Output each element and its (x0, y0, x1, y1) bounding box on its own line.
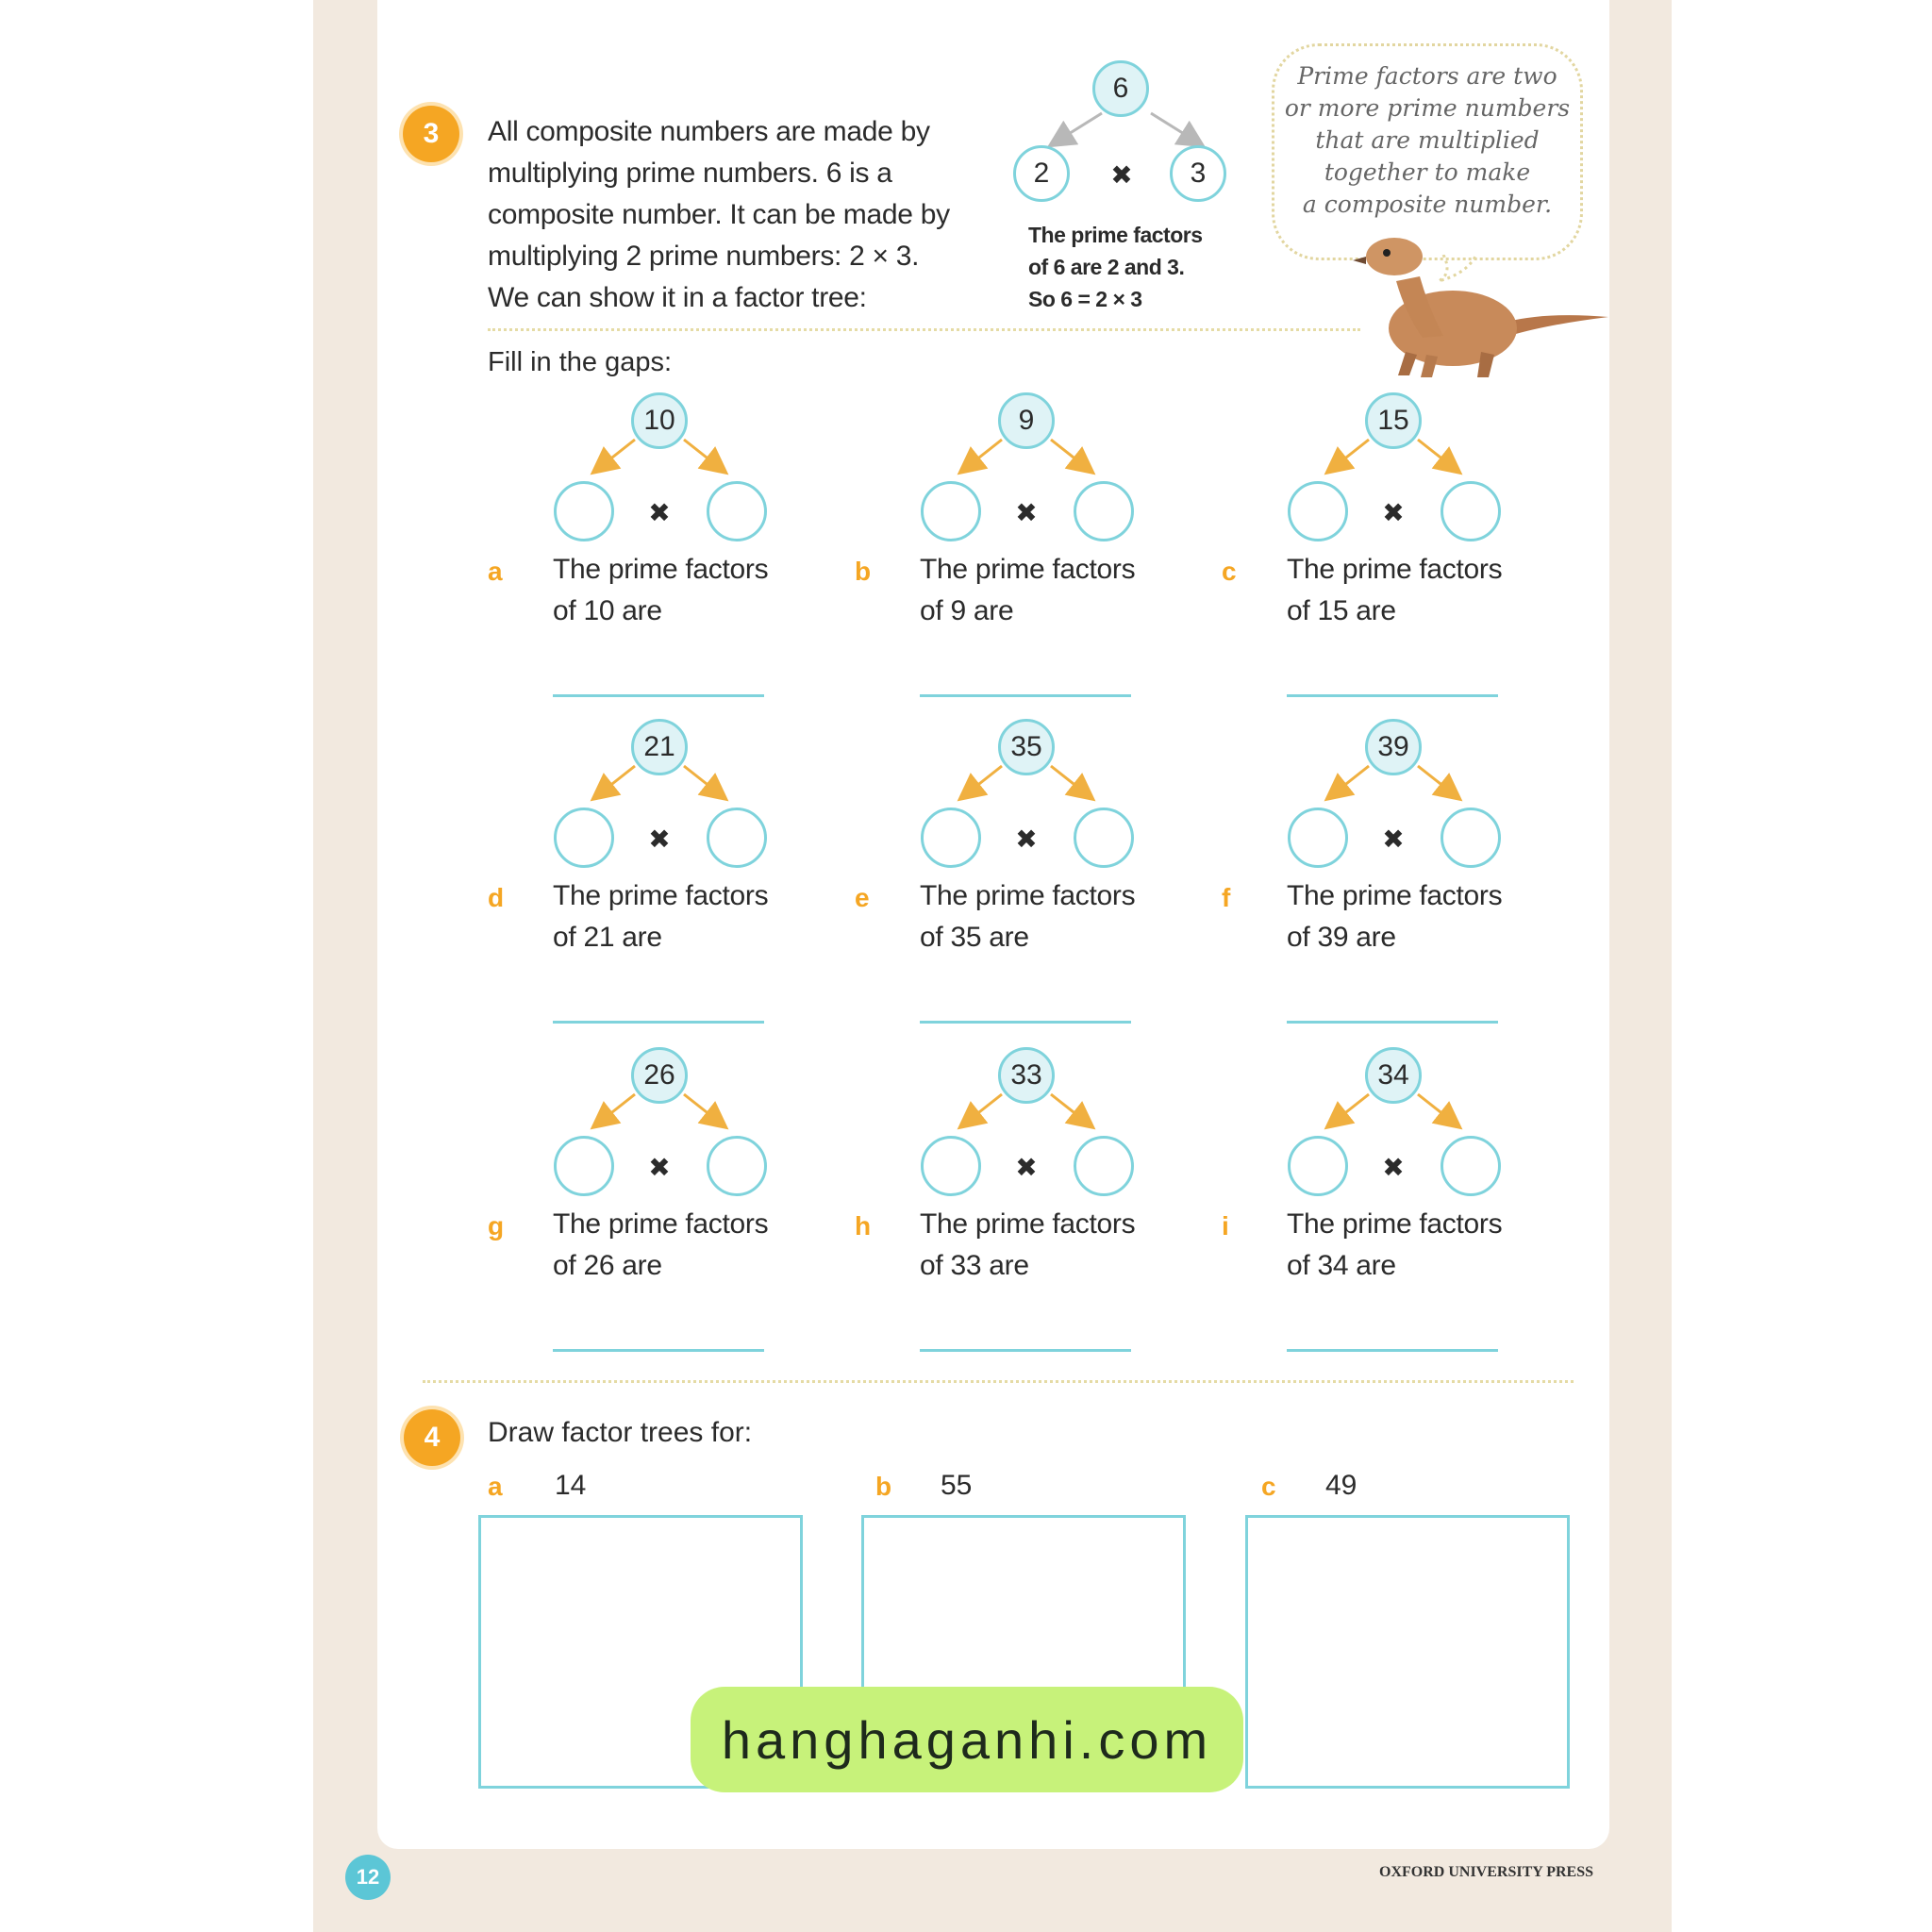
times-icon: ✖ (1015, 824, 1038, 854)
prompt-line: of 35 are (920, 922, 1029, 953)
factor-input-left[interactable] (921, 1136, 981, 1196)
answer-line[interactable] (920, 694, 1131, 697)
tip-line: that are multiplied (1315, 126, 1540, 154)
tree-top-number: 39 (1365, 719, 1422, 775)
tip-line: together to make (1324, 158, 1531, 186)
tip-line: Prime factors are two (1297, 62, 1557, 90)
prompt-line: The prime factors (1287, 1208, 1503, 1240)
factor-input-right[interactable] (1441, 1136, 1501, 1196)
times-icon: ✖ (1382, 824, 1405, 854)
item-prompt (553, 875, 768, 958)
factor-input-right[interactable] (1441, 808, 1501, 868)
caption-line: The prime factors (1028, 223, 1203, 247)
item-prompt (1287, 875, 1502, 958)
tip-text (1278, 60, 1576, 221)
draw-number: 55 (941, 1470, 973, 1501)
prompt-line: The prime factors (553, 1208, 769, 1240)
intro-line: multiplying 2 prime numbers: 2 × 3. (488, 241, 920, 272)
times-icon: ✖ (1382, 497, 1405, 527)
item-letter: a (488, 557, 503, 586)
item-letter: c (1261, 1472, 1276, 1501)
item-prompt (1287, 549, 1502, 632)
item-letter: g (488, 1211, 505, 1241)
prompt-line: of 15 are (1287, 595, 1396, 626)
caption-line: of 6 are 2 and 3. (1028, 255, 1185, 279)
item-prompt (920, 875, 1135, 958)
prompt-line: The prime factors (553, 554, 769, 585)
answer-line[interactable] (920, 1349, 1131, 1352)
example-tree-top: 6 (1092, 60, 1149, 117)
item-letter: e (855, 883, 870, 912)
tree-top-number: 35 (998, 719, 1055, 775)
prompt-line: of 21 are (553, 922, 662, 953)
prompt-line: of 39 are (1287, 922, 1396, 953)
times-icon: ✖ (648, 824, 671, 854)
factor-input-right[interactable] (1074, 808, 1134, 868)
prompt-line: of 33 are (920, 1250, 1029, 1281)
example-tree-right: 3 (1170, 145, 1226, 202)
factor-input-left[interactable] (1288, 808, 1348, 868)
answer-line[interactable] (553, 1349, 764, 1352)
watermark-banner: hanghaganhi.com (691, 1687, 1243, 1792)
answer-line[interactable] (553, 1021, 764, 1024)
publisher-logo: OXFORD UNIVERSITY PRESS (1379, 1864, 1593, 1880)
times-icon: ✖ (1110, 159, 1133, 190)
times-icon: ✖ (1382, 1152, 1405, 1182)
intro-line: composite number. It can be made by (488, 199, 950, 230)
question-4-title: Draw factor trees for: (488, 1417, 753, 1448)
times-icon: ✖ (1015, 497, 1038, 527)
tip-line: a composite number. (1302, 191, 1553, 218)
caption-line: So 6 = 2 × 3 (1028, 287, 1142, 311)
prompt-line: The prime factors (1287, 554, 1503, 585)
factor-input-left[interactable] (1288, 481, 1348, 541)
factor-input-right[interactable] (707, 1136, 767, 1196)
fill-gaps-label: Fill in the gaps: (488, 347, 673, 377)
item-prompt (553, 1204, 768, 1287)
draw-number: 49 (1325, 1470, 1357, 1501)
factor-input-left[interactable] (554, 808, 614, 868)
factor-input-right[interactable] (1441, 481, 1501, 541)
prompt-line: The prime factors (920, 880, 1136, 911)
tip-line: or more prime numbers (1284, 94, 1571, 122)
prompt-line: of 10 are (553, 595, 662, 626)
tree-top-number: 10 (631, 392, 688, 449)
example-caption (1028, 219, 1264, 315)
factor-input-left[interactable] (921, 808, 981, 868)
divider-dotted (488, 328, 1360, 331)
divider-dotted (423, 1380, 1574, 1383)
times-icon: ✖ (648, 497, 671, 527)
item-letter: c (1222, 557, 1237, 586)
answer-line[interactable] (1287, 1021, 1498, 1024)
factor-input-left[interactable] (554, 481, 614, 541)
tree-top-number: 21 (631, 719, 688, 775)
tree-top-number: 9 (998, 392, 1055, 449)
factor-input-right[interactable] (1074, 1136, 1134, 1196)
factor-input-right[interactable] (707, 481, 767, 541)
item-letter: b (855, 557, 872, 586)
drawing-area-c[interactable] (1245, 1515, 1570, 1789)
prompt-line: The prime factors (553, 880, 769, 911)
factor-input-left[interactable] (921, 481, 981, 541)
intro-line: multiplying prime numbers. 6 is a (488, 158, 892, 189)
prompt-line: The prime factors (1287, 880, 1503, 911)
tree-top-number: 34 (1365, 1047, 1422, 1104)
answer-line[interactable] (1287, 1349, 1498, 1352)
item-letter: i (1222, 1211, 1229, 1241)
answer-line[interactable] (553, 694, 764, 697)
prompt-line: The prime factors (920, 554, 1136, 585)
times-icon: ✖ (648, 1152, 671, 1182)
times-icon: ✖ (1015, 1152, 1038, 1182)
item-prompt (1287, 1204, 1502, 1287)
item-letter: a (488, 1472, 503, 1501)
question-3-badge: 3 (403, 106, 459, 162)
item-letter: b (875, 1472, 892, 1501)
prompt-line: The prime factors (920, 1208, 1136, 1240)
draw-number: 14 (555, 1470, 587, 1501)
question-3-intro (488, 111, 988, 319)
page-number: 12 (345, 1855, 391, 1900)
meerkat-image (1340, 225, 1613, 385)
question-4-badge: 4 (404, 1409, 460, 1466)
tree-top-number: 26 (631, 1047, 688, 1104)
item-prompt (920, 1204, 1135, 1287)
intro-line: We can show it in a factor tree: (488, 282, 867, 313)
intro-line: All composite numbers are made by (488, 116, 930, 147)
factor-input-right[interactable] (707, 808, 767, 868)
answer-line[interactable] (1287, 694, 1498, 697)
answer-line[interactable] (920, 1021, 1131, 1024)
item-letter: f (1222, 883, 1231, 912)
tree-top-number: 33 (998, 1047, 1055, 1104)
factor-input-left[interactable] (1288, 1136, 1348, 1196)
item-prompt (920, 549, 1135, 632)
factor-input-left[interactable] (554, 1136, 614, 1196)
factor-input-right[interactable] (1074, 481, 1134, 541)
tree-top-number: 15 (1365, 392, 1422, 449)
prompt-line: of 26 are (553, 1250, 662, 1281)
item-letter: h (855, 1211, 872, 1241)
item-prompt (553, 549, 768, 632)
prompt-line: of 34 are (1287, 1250, 1396, 1281)
item-letter: d (488, 883, 505, 912)
prompt-line: of 9 are (920, 595, 1014, 626)
example-tree-left: 2 (1013, 145, 1070, 202)
